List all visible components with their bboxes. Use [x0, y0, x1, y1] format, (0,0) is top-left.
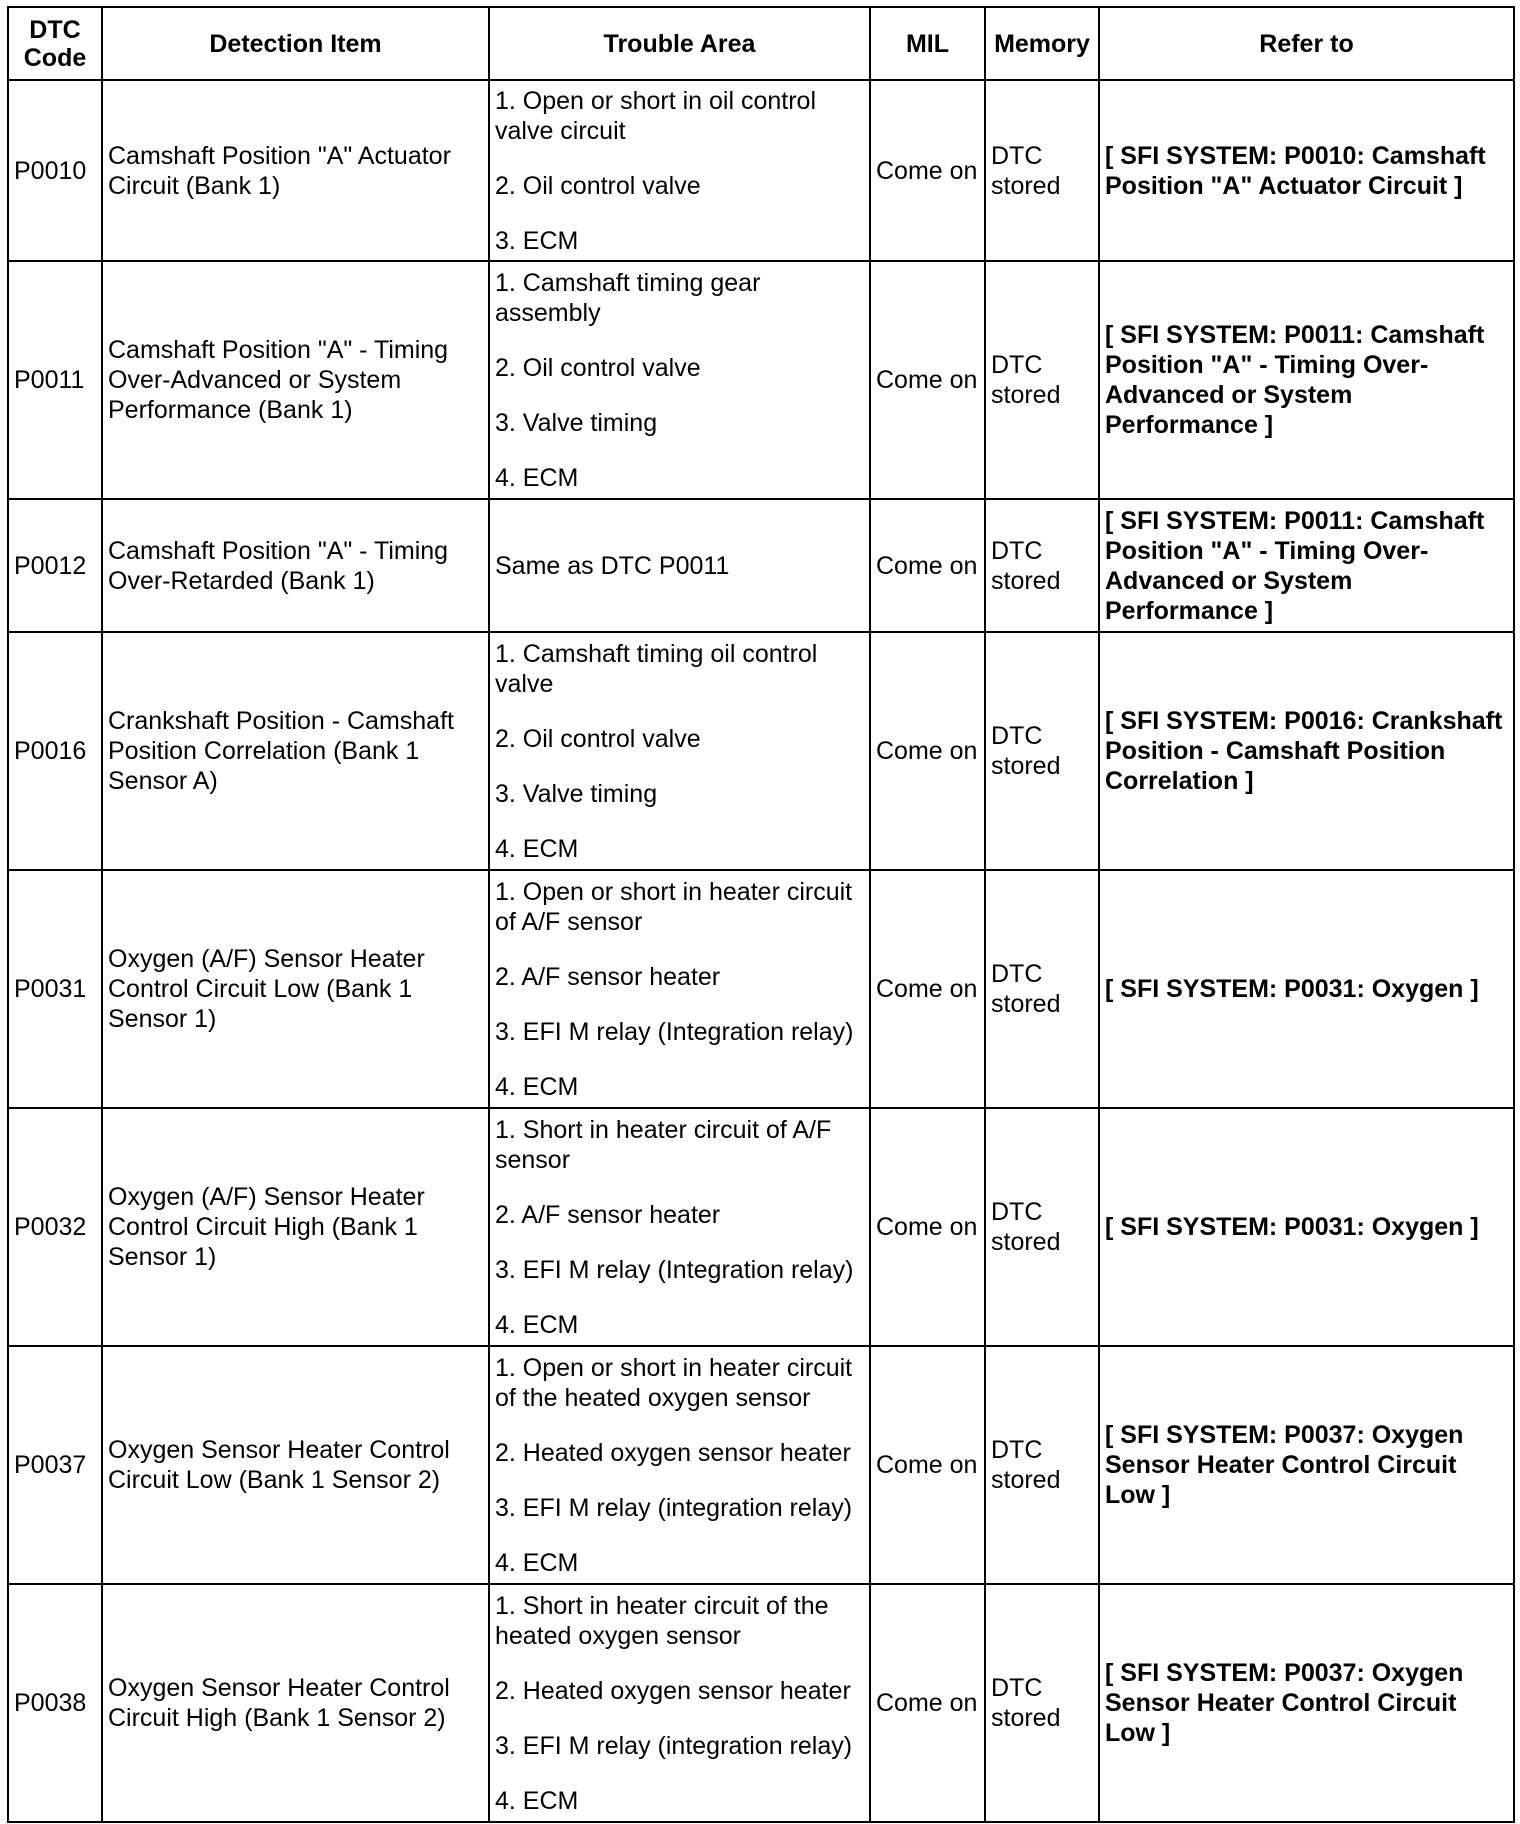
- trouble-area-item: 2. A/F sensor heater: [495, 962, 721, 991]
- trouble-area-item: 4. ECM: [495, 1310, 579, 1339]
- detection-item-cell: Oxygen Sensor Heater Control Circuit Low (Bank 1 Sensor 2): [102, 1346, 489, 1584]
- detection-item-cell: Camshaft Position "A" - Timing Over-Advanced or System Performance (Bank 1): [102, 261, 489, 499]
- refer-to-link[interactable]: [ SFI SYSTEM: P0011: Camshaft Position "A" - Timing Over-Advanced or System Performance ]: [1099, 499, 1514, 632]
- dtc-code-cell: P0031: [8, 870, 102, 1108]
- memory-cell: DTC stored: [985, 632, 1099, 870]
- table-row: [8, 261, 1514, 499]
- memory-cell: DTC stored: [985, 80, 1099, 261]
- detection-item-cell: Oxygen (A/F) Sensor Heater Control Circuit Low (Bank 1 Sensor 1): [102, 870, 489, 1108]
- trouble-area-item: 3. EFI M relay (Integration relay): [495, 1255, 854, 1284]
- refer-to-link[interactable]: [ SFI SYSTEM: P0031: Oxygen ]: [1099, 1108, 1514, 1346]
- mil-cell: Come on: [870, 1108, 985, 1346]
- dtc-code-cell: P0010: [8, 80, 102, 261]
- trouble-area-item: 2. Oil control valve: [495, 171, 701, 200]
- mil-cell: Come on: [870, 261, 985, 499]
- trouble-area-item: 1. Short in heater circuit of the heated oxygen sensor: [495, 1591, 829, 1650]
- header-refer-to: Refer to: [1099, 7, 1514, 80]
- dtc-code-cell: P0011: [8, 261, 102, 499]
- trouble-area-item: 3. Valve timing: [495, 408, 658, 437]
- memory-cell: DTC stored: [985, 870, 1099, 1108]
- detection-item-cell: Camshaft Position "A" Actuator Circuit (Bank 1): [102, 80, 489, 261]
- mil-cell: Come on: [870, 1584, 985, 1822]
- trouble-area-item: 3. EFI M relay (Integration relay): [495, 1017, 854, 1046]
- trouble-area-cell: [489, 1346, 870, 1584]
- header-memory: Memory: [985, 7, 1099, 80]
- trouble-area-cell: [489, 632, 870, 870]
- refer-to-link[interactable]: [ SFI SYSTEM: P0037: Oxygen Sensor Heater Control Circuit Low ]: [1099, 1584, 1514, 1822]
- memory-cell: DTC stored: [985, 261, 1099, 499]
- trouble-area-cell: [489, 1584, 870, 1822]
- trouble-area-item: 4. ECM: [495, 1072, 579, 1101]
- trouble-area-item: 2. Heated oxygen sensor heater: [495, 1676, 851, 1705]
- trouble-area-cell: [489, 80, 870, 261]
- refer-to-link[interactable]: [ SFI SYSTEM: P0011: Camshaft Position "A" - Timing Over-Advanced or System Performance ]: [1099, 261, 1514, 499]
- table-row: [8, 1584, 1514, 1822]
- trouble-area-item: 1. Camshaft timing oil control valve: [495, 639, 818, 698]
- mil-cell: Come on: [870, 870, 985, 1108]
- table-row: [8, 1346, 1514, 1584]
- dtc-code-cell: P0032: [8, 1108, 102, 1346]
- refer-to-link[interactable]: [ SFI SYSTEM: P0031: Oxygen ]: [1099, 870, 1514, 1108]
- table-row: [8, 870, 1514, 1108]
- trouble-area-cell: [489, 261, 870, 499]
- trouble-area-item: 2. Oil control valve: [495, 353, 701, 382]
- dtc-code-cell: P0038: [8, 1584, 102, 1822]
- trouble-area-item: 2. Heated oxygen sensor heater: [495, 1438, 851, 1467]
- trouble-area-cell: [489, 499, 870, 632]
- header-mil: MIL: [870, 7, 985, 80]
- header-detection-item: Detection Item: [102, 7, 489, 80]
- header-dtc-code: DTC Code: [8, 7, 102, 80]
- mil-cell: Come on: [870, 632, 985, 870]
- mil-cell: Come on: [870, 80, 985, 261]
- detection-item-cell: Oxygen Sensor Heater Control Circuit High (Bank 1 Sensor 2): [102, 1584, 489, 1822]
- trouble-area-cell: [489, 870, 870, 1108]
- mil-cell: Come on: [870, 1346, 985, 1584]
- detection-item-cell: Camshaft Position "A" - Timing Over-Retarded (Bank 1): [102, 499, 489, 632]
- table-row: [8, 80, 1514, 261]
- detection-item-cell: Crankshaft Position - Camshaft Position Correlation (Bank 1 Sensor A): [102, 632, 489, 870]
- memory-cell: DTC stored: [985, 499, 1099, 632]
- dtc-code-cell: P0037: [8, 1346, 102, 1584]
- trouble-area-item: 1. Camshaft timing gear assembly: [495, 268, 761, 327]
- trouble-area-item: 3. EFI M relay (integration relay): [495, 1731, 853, 1760]
- trouble-area-item: 3. ECM: [495, 226, 579, 255]
- trouble-area-item: 1. Open or short in heater circuit of the heated oxygen sensor: [495, 1353, 853, 1412]
- trouble-area-item: Same as DTC P0011: [495, 551, 730, 580]
- header-row: [8, 7, 1514, 80]
- trouble-area-item: 1. Open or short in oil control valve circuit: [495, 86, 816, 145]
- refer-to-link[interactable]: [ SFI SYSTEM: P0016: Crankshaft Position - Camshaft Position Correlation ]: [1099, 632, 1514, 870]
- trouble-area-item: 4. ECM: [495, 463, 579, 492]
- trouble-area-item: 3. EFI M relay (integration relay): [495, 1493, 853, 1522]
- detection-item-cell: Oxygen (A/F) Sensor Heater Control Circuit High (Bank 1 Sensor 1): [102, 1108, 489, 1346]
- refer-to-link[interactable]: [ SFI SYSTEM: P0010: Camshaft Position "A" Actuator Circuit ]: [1099, 80, 1514, 261]
- header-trouble-area: Trouble Area: [489, 7, 870, 80]
- memory-cell: DTC stored: [985, 1346, 1099, 1584]
- trouble-area-item: 2. Oil control valve: [495, 724, 701, 753]
- table-row: [8, 632, 1514, 870]
- table-row: [8, 499, 1514, 632]
- mil-cell: Come on: [870, 499, 985, 632]
- trouble-area-item: 1. Open or short in heater circuit of A/F sensor: [495, 877, 853, 936]
- trouble-area-item: 1. Short in heater circuit of A/F sensor: [495, 1115, 832, 1174]
- dtc-code-cell: P0016: [8, 632, 102, 870]
- memory-cell: DTC stored: [985, 1108, 1099, 1346]
- memory-cell: DTC stored: [985, 1584, 1099, 1822]
- dtc-table: [7, 6, 1515, 1823]
- dtc-code-cell: P0012: [8, 499, 102, 632]
- trouble-area-item: 4. ECM: [495, 1548, 579, 1577]
- trouble-area-item: 3. Valve timing: [495, 779, 658, 808]
- trouble-area-item: 4. ECM: [495, 1786, 579, 1815]
- table-row: [8, 1108, 1514, 1346]
- trouble-area-cell: [489, 1108, 870, 1346]
- trouble-area-item: 2. A/F sensor heater: [495, 1200, 721, 1229]
- refer-to-link[interactable]: [ SFI SYSTEM: P0037: Oxygen Sensor Heater Control Circuit Low ]: [1099, 1346, 1514, 1584]
- trouble-area-item: 4. ECM: [495, 834, 579, 863]
